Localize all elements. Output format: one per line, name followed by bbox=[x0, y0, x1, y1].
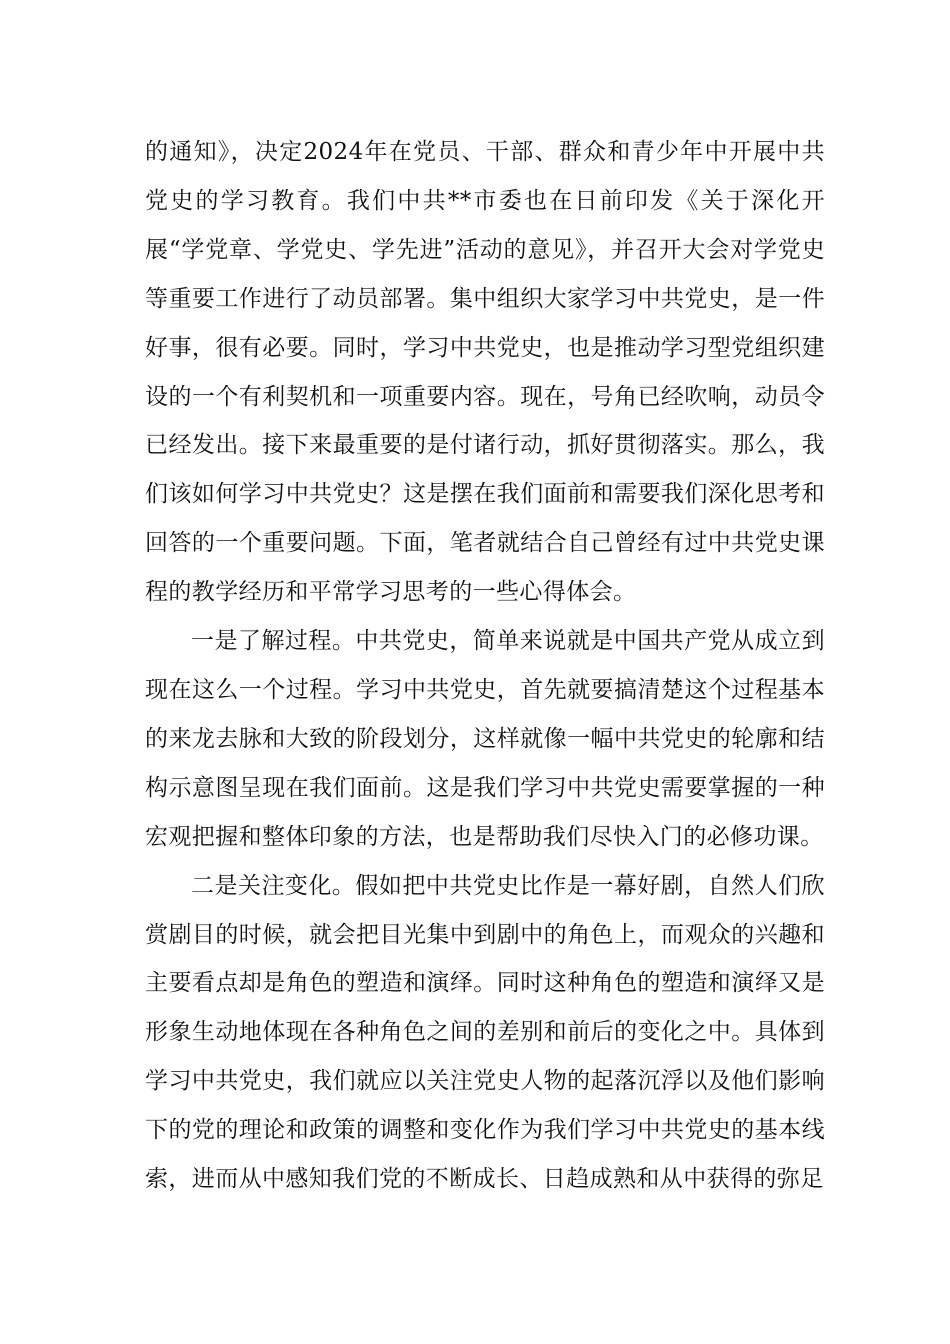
paragraph-point-two: 二是关注变化。假如把中共党史比作是一幕好剧，自然人们欣赏剧目的时候，就会把目光集中到剧中的角色上，而观众的兴趣和主要看点却是角色的塑造和演绎。同时这种角色的塑造和演绎又是形象生动地体现在各种角色之间的差别和前后的变化之中。具体到学习中共党史，我们就应以关注党史人物的起落沉浮以及他们影响下的党的理论和政策的调整和变化作为我们学习中共党史的基本线索，进而从中感知我们党的不断成长、日趋成熟和从中获得的弥足 bbox=[145, 872, 825, 1193]
paragraph-intro: 的通知》，决定2024年在党员、干部、群众和青少年中开展中共党史的学习教育。我们中共**市委也在日前印发《关于深化开展“学党章、学党史、学先进”活动的意见》，并召开大会对学党史等重要工作进行了动员部署。集中组织大家学习中共党史，是一件好事，很有必要。同时，学习中共党史，也是推动学习型党组织建设的一个有利契机和一项重要内容。现在，号角已经吹响，动员令已经发出。接下来最重要的是付诸行动，抓好贯彻落实。那么，我们该如何学习中共党史？这是摆在我们面前和需要我们深化思考和回答的一个重要问题。下面，笔者就结合自己曾经有过中共党史课程的教学经历和平常学习思考的一些心得体会。 bbox=[145, 139, 825, 606]
paragraph-point-one: 一是了解过程。中共党史，简单来说就是中国共产党从成立到现在这么一个过程。学习中共党史，首先就要搞清楚这个过程基本的来龙去脉和大致的阶段划分，这样就像一幅中共党史的轮廓和结构示意图呈现在我们面前。这是我们学习中共党史需要掌握的一种宏观把握和整体印象的方法，也是帮助我们尽快入门的必修功课。 bbox=[145, 628, 825, 850]
document-page bbox=[145, 128, 825, 1204]
